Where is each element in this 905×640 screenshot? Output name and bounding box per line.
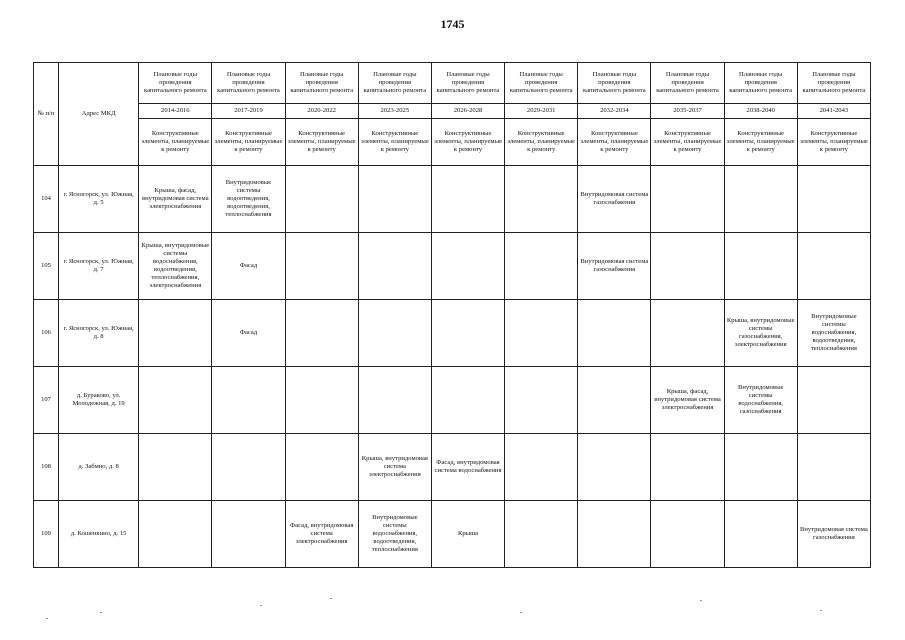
row-cell bbox=[431, 367, 504, 434]
row-cell bbox=[212, 367, 285, 434]
row-number: 106 bbox=[34, 300, 59, 367]
header-period: Плановые годы проведения капитального ремонта bbox=[578, 63, 651, 104]
table-row bbox=[34, 300, 871, 367]
table-row bbox=[34, 166, 871, 233]
row-cell: Внутридомовая система газоснабжения bbox=[578, 166, 651, 233]
row-address: г. Ясногорск, ул. Южная, д. 7 bbox=[59, 233, 139, 300]
row-cell bbox=[651, 434, 724, 501]
header-years: 2014-2016 bbox=[139, 104, 212, 119]
row-cell bbox=[139, 367, 212, 434]
row-cell bbox=[212, 434, 285, 501]
header-years: 2020-2022 bbox=[285, 104, 358, 119]
row-cell bbox=[578, 367, 651, 434]
row-cell: Внутридомовая система газоснабжения bbox=[797, 501, 870, 568]
row-number: 104 bbox=[34, 166, 59, 233]
row-cell bbox=[505, 233, 578, 300]
header-address: Адрес МКД bbox=[59, 63, 139, 166]
row-cell bbox=[431, 166, 504, 233]
row-number: 108 bbox=[34, 434, 59, 501]
header-elements: Конструктивные элементы, планируемые к ремонту bbox=[285, 119, 358, 166]
row-cell: Фасад bbox=[212, 233, 285, 300]
table-row bbox=[34, 367, 871, 434]
header-period: Плановые годы проведения капитального ремонта bbox=[358, 63, 431, 104]
row-cell: Внутридомовые системы водоснабжения, газоснабжения bbox=[724, 367, 797, 434]
row-address: г. Ясногорск, ул. Южная, д. 5 bbox=[59, 166, 139, 233]
header-years: 2035-2037 bbox=[651, 104, 724, 119]
row-cell bbox=[285, 367, 358, 434]
row-cell: Фасад bbox=[212, 300, 285, 367]
row-cell bbox=[285, 300, 358, 367]
row-address: д. Кошенкино, д. 15 bbox=[59, 501, 139, 568]
table-body bbox=[34, 166, 871, 568]
row-cell bbox=[797, 233, 870, 300]
header-years: 2032-2034 bbox=[578, 104, 651, 119]
row-cell: Крыша, внутридомовые системы водоснабжения, водоотведения, теплоснабжения, электроснабжения bbox=[139, 233, 212, 300]
header-elements: Конструктивные элементы, планируемые к ремонту bbox=[724, 119, 797, 166]
header-row-years bbox=[34, 104, 871, 119]
row-cell bbox=[724, 501, 797, 568]
header-elements: Конструктивные элементы, планируемые к ремонту bbox=[358, 119, 431, 166]
header-period: Плановые годы проведения капитального ремонта bbox=[139, 63, 212, 104]
row-cell: Внутридомовые системы водоснабжения, водоотведения, теплоснабжения bbox=[797, 300, 870, 367]
row-cell: Крыша bbox=[431, 501, 504, 568]
header-years: 2029-2031 bbox=[505, 104, 578, 119]
header-period: Плановые годы проведения капитального ремонта bbox=[505, 63, 578, 104]
header-period: Плановые годы проведения капитального ремонта bbox=[431, 63, 504, 104]
row-cell: Крыша, фасад, внутридомовая система электроснабжения bbox=[139, 166, 212, 233]
row-number: 107 bbox=[34, 367, 59, 434]
row-cell: Фасад, внутридомовая система электроснабжения bbox=[285, 501, 358, 568]
table-row bbox=[34, 501, 871, 568]
row-cell bbox=[139, 501, 212, 568]
row-cell bbox=[285, 166, 358, 233]
row-cell: Внутридомовые системы водоснабжения, водоотведения, теплоснабжения bbox=[358, 501, 431, 568]
header-elements: Конструктивные элементы, планируемые к ремонту bbox=[431, 119, 504, 166]
header-num: № п/п bbox=[34, 63, 59, 166]
row-cell bbox=[578, 300, 651, 367]
header-period: Плановые годы проведения капитального ремонта bbox=[212, 63, 285, 104]
header-row-elements bbox=[34, 119, 871, 166]
row-cell bbox=[358, 367, 431, 434]
header-row-period bbox=[34, 63, 871, 104]
header-elements: Конструктивные элементы, планируемые к ремонту bbox=[139, 119, 212, 166]
row-cell bbox=[578, 501, 651, 568]
row-cell bbox=[724, 434, 797, 501]
row-cell bbox=[651, 300, 724, 367]
row-cell bbox=[212, 501, 285, 568]
header-years: 2017-2019 bbox=[212, 104, 285, 119]
header-elements: Конструктивные элементы, планируемые к ремонту bbox=[505, 119, 578, 166]
row-cell bbox=[139, 300, 212, 367]
header-elements: Конструктивные элементы, планируемые к ремонту bbox=[212, 119, 285, 166]
header-elements: Конструктивные элементы, планируемые к ремонту bbox=[651, 119, 724, 166]
row-cell bbox=[651, 501, 724, 568]
row-address: д. Бураково, ул. Молодежная, д. 19 bbox=[59, 367, 139, 434]
row-cell: Внутридомовые системы водоотведения, водоотведения, теплоснабжения bbox=[212, 166, 285, 233]
row-cell bbox=[651, 233, 724, 300]
row-cell bbox=[358, 300, 431, 367]
row-cell: Фасад, внутридомовая система водоснабжения bbox=[431, 434, 504, 501]
row-cell bbox=[797, 367, 870, 434]
row-cell bbox=[797, 434, 870, 501]
page-number: 1745 bbox=[440, 17, 465, 31]
row-cell bbox=[724, 166, 797, 233]
row-cell bbox=[578, 434, 651, 501]
table-row bbox=[34, 233, 871, 300]
row-cell bbox=[505, 300, 578, 367]
row-cell: Крыша, фасад, внутридомовая система электроснабжения bbox=[651, 367, 724, 434]
row-cell bbox=[358, 233, 431, 300]
header-period: Плановые годы проведения капитального ремонта bbox=[797, 63, 870, 104]
header-elements: Конструктивные элементы, планируемые к ремонту bbox=[797, 119, 870, 166]
row-cell bbox=[431, 300, 504, 367]
row-cell bbox=[651, 166, 724, 233]
row-cell: Крыша, внутридомовая система электроснабжения bbox=[358, 434, 431, 501]
table-header bbox=[34, 63, 871, 166]
row-cell bbox=[505, 434, 578, 501]
row-cell bbox=[505, 501, 578, 568]
row-cell bbox=[358, 166, 431, 233]
capital-repair-table bbox=[33, 62, 871, 568]
row-cell: Внутридомовая система газоснабжения bbox=[578, 233, 651, 300]
header-years: 2023-2025 bbox=[358, 104, 431, 119]
header-period: Плановые годы проведения капитального ремонта bbox=[651, 63, 724, 104]
row-cell bbox=[505, 367, 578, 434]
row-cell bbox=[139, 434, 212, 501]
row-cell bbox=[431, 233, 504, 300]
header-years: 2026-2028 bbox=[431, 104, 504, 119]
header-period: Плановые годы проведения капитального ремонта bbox=[285, 63, 358, 104]
row-cell bbox=[285, 434, 358, 501]
row-address: д. Забмно, д. 8 bbox=[59, 434, 139, 501]
row-cell bbox=[797, 166, 870, 233]
header-years: 2041-2043 bbox=[797, 104, 870, 119]
row-cell bbox=[285, 233, 358, 300]
header-years: 2038-2040 bbox=[724, 104, 797, 119]
row-number: 109 bbox=[34, 501, 59, 568]
row-cell: Крыша, внутридомовые системы газоснабжения, электроснабжения bbox=[724, 300, 797, 367]
header-period: Плановые годы проведения капитального ремонта bbox=[724, 63, 797, 104]
row-cell bbox=[724, 233, 797, 300]
header-elements: Конструктивные элементы, планируемые к ремонту bbox=[578, 119, 651, 166]
row-number: 105 bbox=[34, 233, 59, 300]
table-row bbox=[34, 434, 871, 501]
row-cell bbox=[505, 166, 578, 233]
row-address: г. Ясногорск, ул. Южная, д. 8 bbox=[59, 300, 139, 367]
